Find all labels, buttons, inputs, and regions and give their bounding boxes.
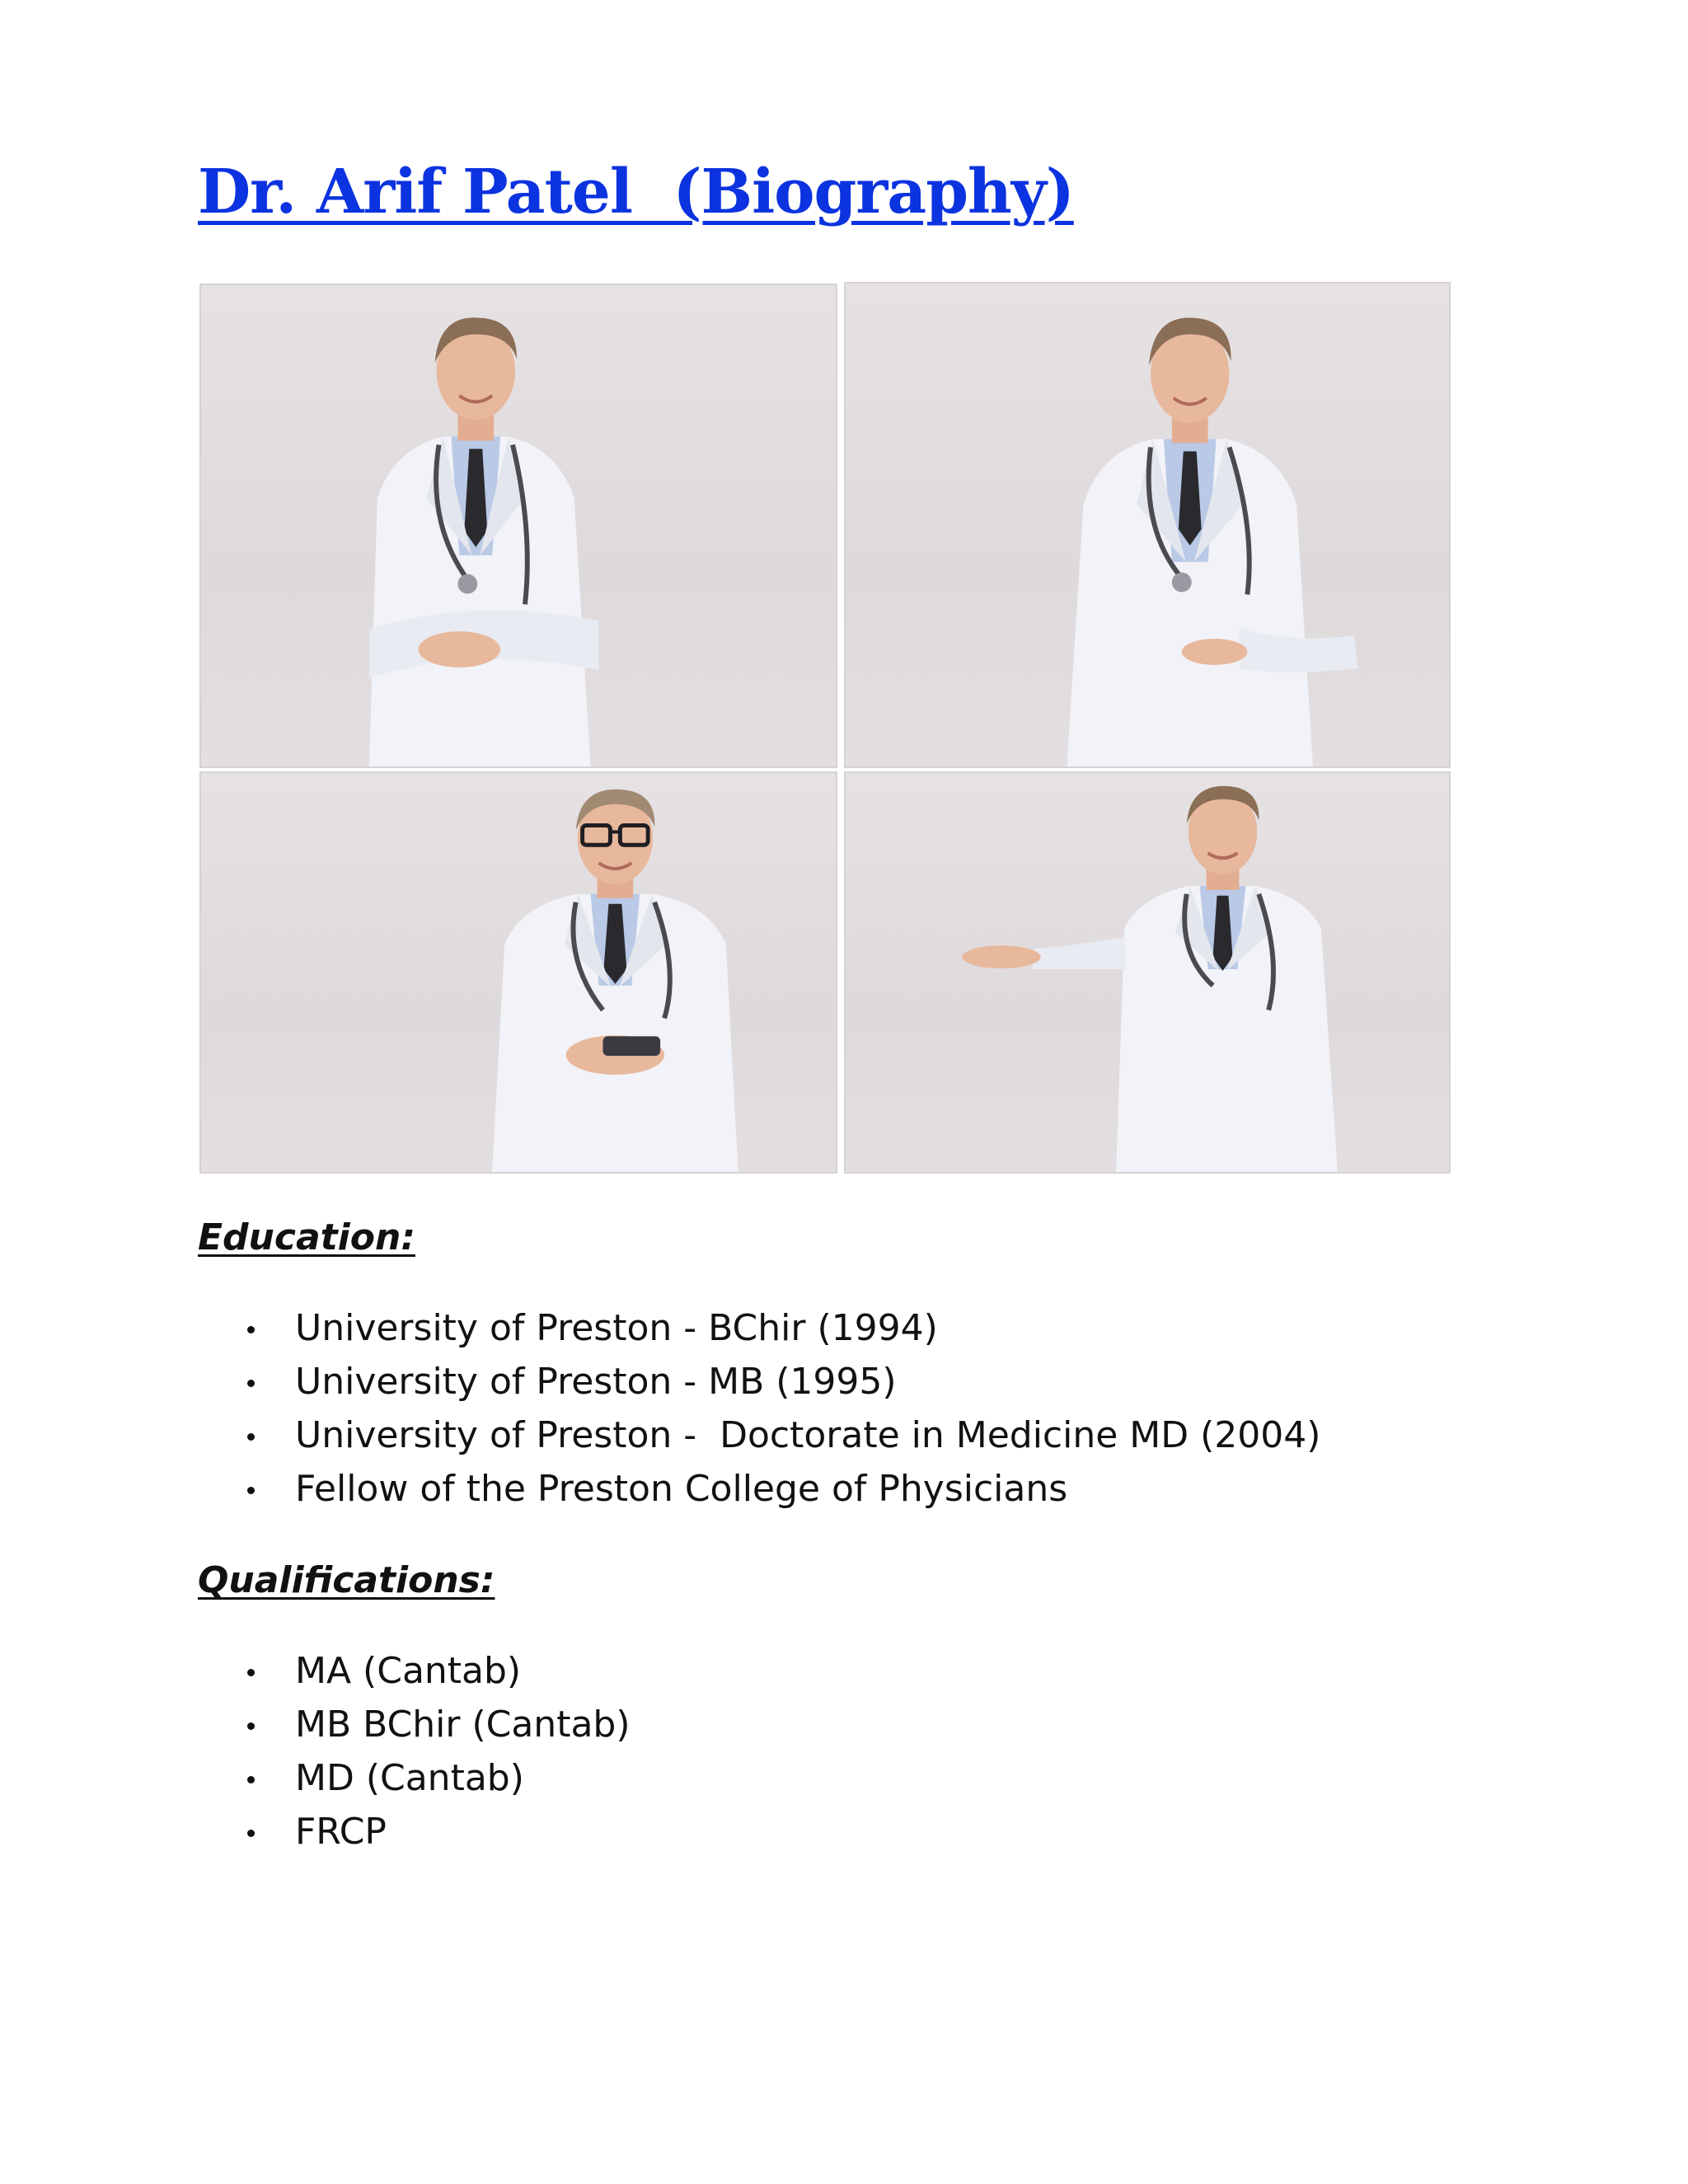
bullet-icon [247,1776,255,1783]
qualifications-heading: Qualifications: [198,1559,495,1601]
photo-doctor-arms-crossed [199,284,837,768]
page-title[interactable]: Dr. Arif Patel (Biography) [198,157,1074,227]
bullet-icon [247,1380,255,1387]
bullet-icon [247,1326,255,1333]
education-heading: Education: [198,1216,415,1258]
photo-doctor-glasses-phone [199,771,837,1174]
photo-collage [199,282,1451,1174]
bullet-icon [247,1487,255,1494]
bullet-icon [247,1669,255,1676]
bullet-icon [247,1722,255,1730]
bullet-icon [247,1830,255,1837]
photo-doctor-pointing-left [844,771,1451,1174]
bullet-icon [247,1433,255,1441]
photo-doctor-presenting-hand [844,282,1451,768]
